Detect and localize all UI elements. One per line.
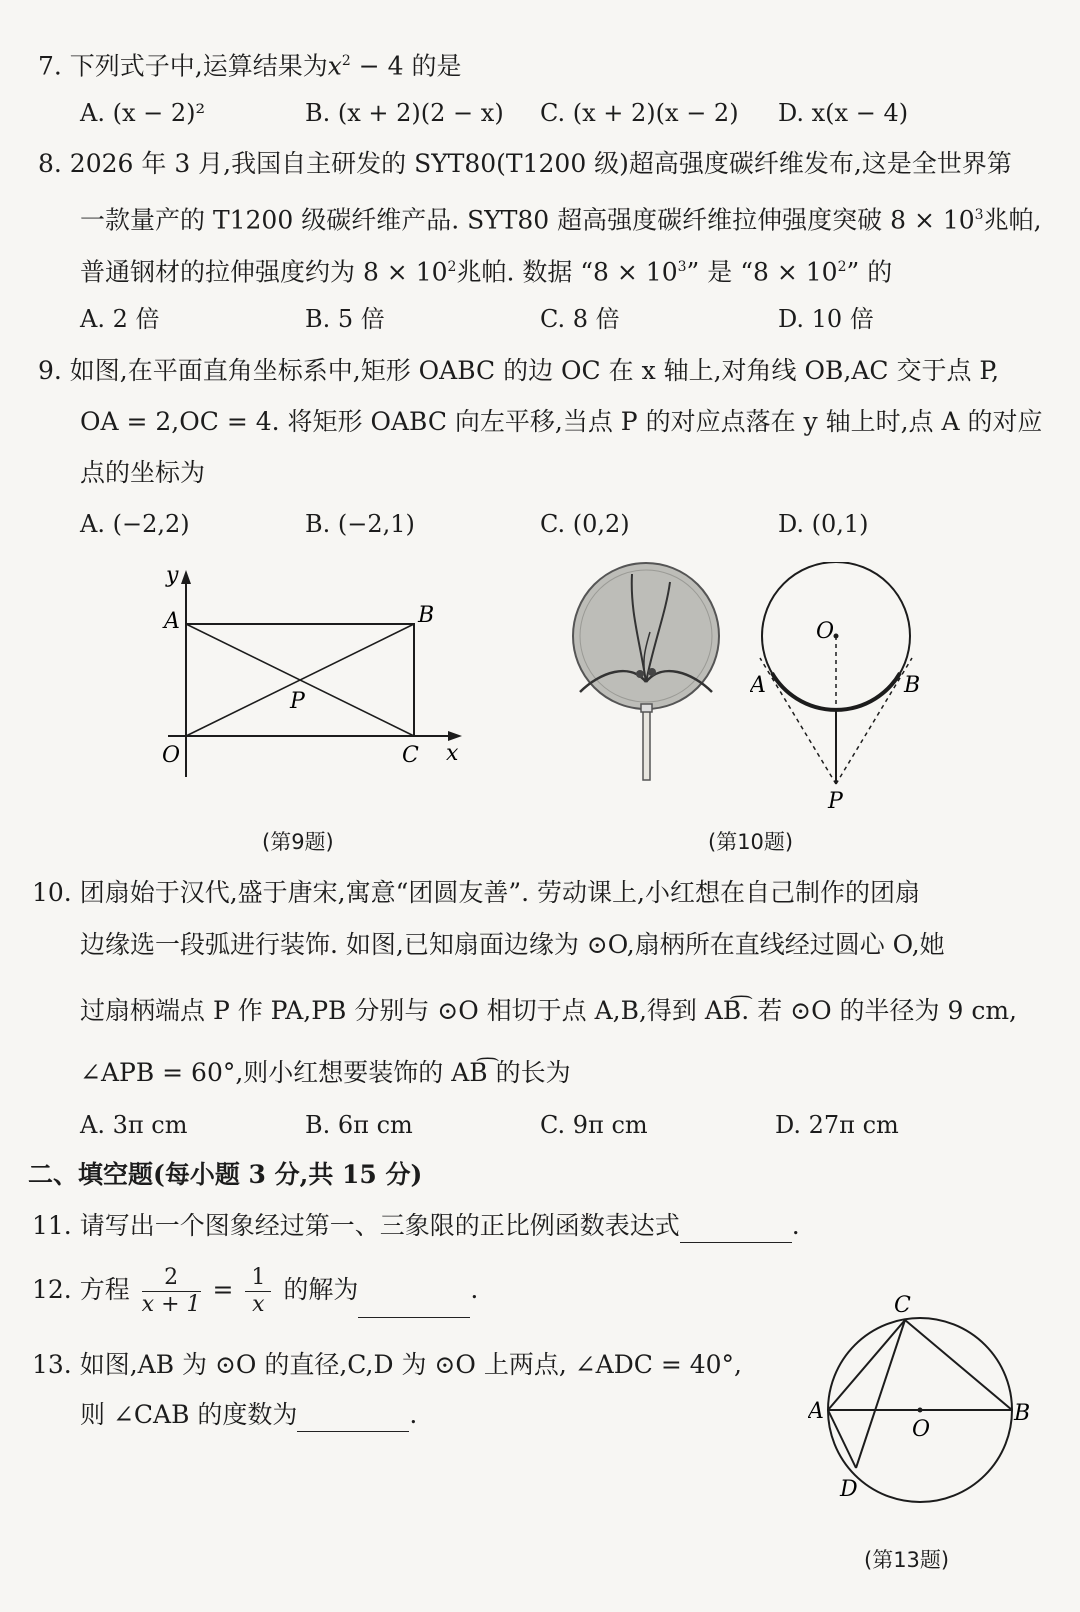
q10-line2: 边缘选一段弧进行装饰. 如图,已知扇面边缘为 ⊙O,扇柄所在直线经过圆心 O,她: [80, 930, 945, 959]
label-a: A: [164, 609, 180, 634]
q9-line3: 点的坐标为: [80, 458, 206, 487]
tangent-pa: [760, 658, 836, 784]
q7-stem: 7. 下列式子中,运算结果为$x^2 - 4$ 的是: [38, 51, 462, 81]
q9-figure: [150, 562, 480, 792]
q10-option-c: C. 9π cm: [540, 1111, 648, 1139]
q10-option-d: D. 27π cm: [775, 1111, 899, 1139]
q12-line: 12. 方程 $\frac{2}{x + 1}$ = $\frac{1}{x}$ 的解为 .: [32, 1265, 479, 1317]
label-p: P: [290, 689, 305, 714]
chord-cb: [905, 1320, 1012, 1410]
label-p: P: [828, 789, 843, 814]
label-y: y: [166, 563, 179, 588]
q11-answer-blank[interactable]: [680, 1216, 792, 1243]
orchid-flower: [636, 670, 644, 678]
q9-line2: OA = 2,OC = 4. 将矩形 OABC 向左平移,当点 P 的对应点落在 y 轴上时,点 A 的对应: [80, 407, 1043, 436]
label-d: D: [840, 1477, 858, 1502]
q13-figure: [808, 1290, 1038, 1526]
q7-option-b: B. (x + 2)(2 − x): [305, 99, 504, 127]
x-axis-arrow-icon: [448, 731, 462, 741]
y-axis-arrow-icon: [181, 570, 191, 584]
orchid-flower: [648, 668, 656, 676]
q10-figure: [750, 562, 940, 822]
label-x: x: [446, 741, 459, 766]
q13-line1: 13. 如图,AB 为 ⊙O 的直径,C,D 为 ⊙O 上两点, ∠ADC = 40°,: [32, 1350, 742, 1379]
q8-option-d: D. 10 倍: [778, 305, 874, 333]
q7-option-a: A. (x − 2)²: [80, 99, 206, 127]
q10-figure-caption: (第10题): [708, 830, 794, 854]
q8-option-b: B. 5 倍: [305, 305, 385, 333]
fan-handle: [643, 706, 650, 780]
q9-line1: 9. 如图,在平面直角坐标系中,矩形 OABC 的边 OC 在 x 轴上,对角线 OB,AC 交于点 P,: [38, 356, 1000, 385]
label-b: B: [418, 603, 435, 628]
label-a: A: [750, 673, 766, 698]
q9-option-c: C. (0,2): [540, 510, 630, 538]
q7-option-d: D. x(x − 4): [778, 99, 909, 127]
q10-line1: 10. 团扇始于汉代,盛于唐宋,寓意“团圆友善”. 劳动课上,小红想在自己制作的团扇: [32, 878, 921, 907]
chord-dc: [856, 1320, 905, 1468]
center-point: [834, 634, 839, 639]
q7-option-c: C. (x + 2)(x − 2): [540, 99, 739, 127]
q10-option-b: B. 6π cm: [305, 1111, 413, 1139]
q10-line4: ∠APB = 60°,则小红想要装饰的 AB͡ 的长为: [80, 1058, 571, 1087]
label-c: C: [894, 1293, 911, 1318]
label-o: O: [162, 743, 181, 768]
q8-option-c: C. 8 倍: [540, 305, 620, 333]
q12-answer-blank[interactable]: [358, 1291, 470, 1318]
fan-face: [573, 563, 719, 709]
label-o: O: [912, 1417, 931, 1442]
section-title: 二、填空题(每小题 3 分,共 15 分): [28, 1160, 423, 1189]
center-point: [918, 1408, 923, 1413]
label-o: O: [816, 619, 835, 644]
label-b: B: [1014, 1401, 1031, 1426]
fan-image: [570, 562, 730, 792]
q9-option-b: B. (−2,1): [305, 510, 415, 538]
fraction-right: $\frac{1}{x}$: [245, 1265, 271, 1318]
label-a: A: [808, 1399, 824, 1424]
q13-figure-caption: (第13题): [864, 1548, 950, 1572]
label-b: B: [904, 673, 921, 698]
q8-line1: 8. 2026 年 3 月,我国自主研发的 SYT80(T1200 级)超高强度碳纤维发布,这是全世界第: [38, 149, 1012, 178]
tangent-pb: [836, 658, 912, 784]
q10-line3: 过扇柄端点 P 作 PA,PB 分别与 ⊙O 相切于点 A,B,得到 AB͡. 若 ⊙O 的半径为 9 cm,: [80, 996, 1017, 1025]
label-c: C: [402, 743, 419, 768]
fraction-left: $\frac{2}{x + 1}$: [141, 1265, 201, 1317]
q11-line: 11. 请写出一个图象经过第一、三象限的正比例函数表达式 .: [32, 1209, 800, 1243]
q8-line2: 一款量产的 T1200 级碳纤维产品. SYT80 超高强度碳纤维拉伸强度突破 $8 \times 10^3$兆帕,: [80, 205, 1042, 235]
q13-line2: 则 ∠CAB 的度数为 .: [80, 1398, 417, 1432]
q9-option-d: D. (0,1): [778, 510, 869, 538]
q9-figure-caption: (第9题): [262, 830, 334, 854]
q10-option-a: A. 3π cm: [80, 1111, 188, 1139]
q8-option-a: A. 2 倍: [80, 305, 160, 333]
q9-option-a: A. (−2,2): [80, 510, 190, 538]
q13-answer-blank[interactable]: [297, 1405, 409, 1432]
q8-line3: 普通钢材的拉伸强度约为 $8 \times 10^2$兆帕. 数据 “$8 \times 10^3$” 是 “$8 \times 10^2$” 的: [80, 257, 893, 287]
